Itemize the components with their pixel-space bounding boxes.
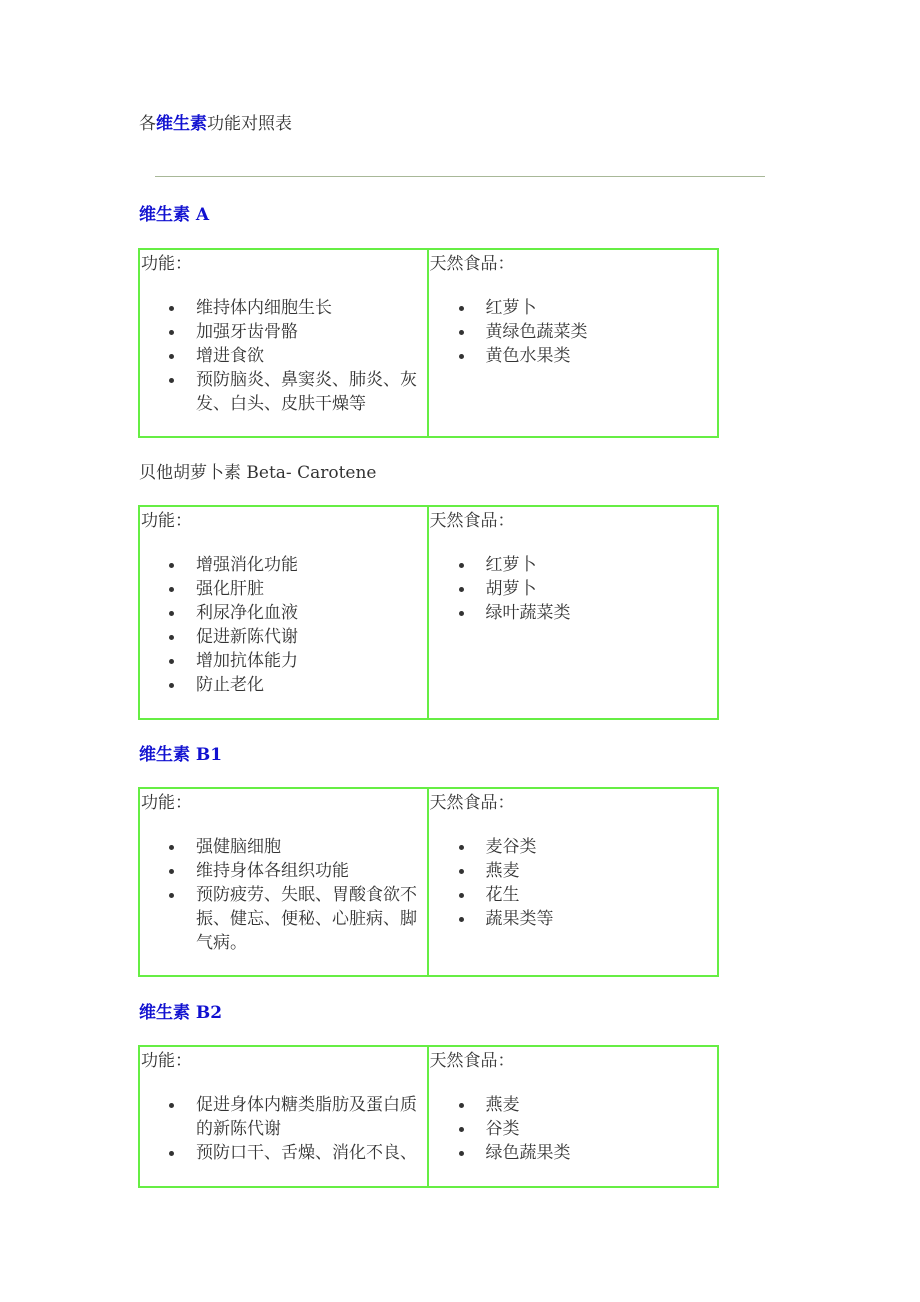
vitamin-table-b1 bbox=[138, 787, 719, 977]
foods-cell bbox=[429, 1047, 718, 1186]
function-list bbox=[140, 296, 427, 416]
title-keyword: 维生素 bbox=[156, 114, 207, 134]
list-item: 增加抗体能力 bbox=[196, 649, 427, 673]
foods-list bbox=[429, 296, 718, 368]
list-item: 强化肝脏 bbox=[196, 577, 427, 601]
list-item: 促进新陈代谢 bbox=[196, 625, 427, 649]
foods-label: 天然食品： bbox=[429, 793, 515, 813]
list-item: 燕麦 bbox=[486, 859, 718, 883]
list-item: 维持体内细胞生长 bbox=[196, 296, 427, 320]
list-item: 增进食欲 bbox=[196, 344, 427, 368]
function-label: 功能： bbox=[141, 793, 192, 813]
foods-label: 天然食品： bbox=[429, 254, 515, 274]
foods-cell bbox=[429, 507, 718, 718]
function-list bbox=[140, 553, 427, 697]
section-heading-vitamin-b1: 维生素 B1 bbox=[139, 745, 223, 765]
foods-cell bbox=[429, 250, 718, 436]
list-item: 防止老化 bbox=[196, 673, 427, 697]
list-item: 预防脑炎、鼻窦炎、肺炎、灰发、白头、皮肤干燥等 bbox=[196, 368, 427, 416]
list-item: 预防疲劳、失眠、胃酸食欲不振、健忘、便秘、心脏病、脚气病。 bbox=[196, 883, 427, 955]
list-item: 红萝卜 bbox=[486, 296, 718, 320]
foods-cell bbox=[429, 789, 718, 975]
foods-label: 天然食品： bbox=[429, 1051, 515, 1071]
foods-list bbox=[429, 1093, 718, 1165]
section-heading-vitamin-b2: 维生素 B2 bbox=[139, 1003, 223, 1023]
function-cell bbox=[140, 507, 429, 718]
vitamin-table-b2 bbox=[138, 1045, 719, 1188]
vitamin-table-a bbox=[138, 248, 719, 438]
list-item: 绿叶蔬菜类 bbox=[486, 601, 718, 625]
list-item: 促进身体内糖类脂肪及蛋白质的新陈代谢 bbox=[196, 1093, 427, 1141]
list-item: 红萝卜 bbox=[486, 553, 718, 577]
section-heading-beta-carotene: 贝他胡萝卜素 Beta- Carotene bbox=[139, 463, 377, 483]
list-item: 预防口干、舌燥、消化不良、 bbox=[196, 1141, 427, 1165]
page-title: 各维生素功能对照表 bbox=[139, 114, 292, 134]
foods-list bbox=[429, 553, 718, 625]
list-item: 绿色蔬果类 bbox=[486, 1141, 718, 1165]
list-item: 黄绿色蔬菜类 bbox=[486, 320, 718, 344]
list-item: 维持身体各组织功能 bbox=[196, 859, 427, 883]
function-list bbox=[140, 1093, 427, 1165]
function-cell bbox=[140, 789, 429, 975]
list-item: 利尿净化血液 bbox=[196, 601, 427, 625]
list-item: 黄色水果类 bbox=[486, 344, 718, 368]
list-item: 花生 bbox=[486, 883, 718, 907]
list-item: 胡萝卜 bbox=[486, 577, 718, 601]
function-cell bbox=[140, 250, 429, 436]
function-label: 功能： bbox=[141, 1051, 192, 1071]
function-label: 功能： bbox=[141, 254, 192, 274]
list-item: 蔬果类等 bbox=[486, 907, 718, 931]
section-heading-vitamin-a: 维生素 A bbox=[139, 205, 210, 225]
function-cell bbox=[140, 1047, 429, 1186]
list-item: 麦谷类 bbox=[486, 835, 718, 859]
list-item: 燕麦 bbox=[486, 1093, 718, 1117]
function-list bbox=[140, 835, 427, 955]
list-item: 谷类 bbox=[486, 1117, 718, 1141]
function-label: 功能： bbox=[141, 511, 192, 531]
foods-label: 天然食品： bbox=[429, 511, 515, 531]
list-item: 增强消化功能 bbox=[196, 553, 427, 577]
horizontal-divider bbox=[155, 176, 765, 177]
vitamin-table-beta-carotene bbox=[138, 505, 719, 720]
foods-list bbox=[429, 835, 718, 931]
list-item: 强健脑细胞 bbox=[196, 835, 427, 859]
list-item: 加强牙齿骨骼 bbox=[196, 320, 427, 344]
